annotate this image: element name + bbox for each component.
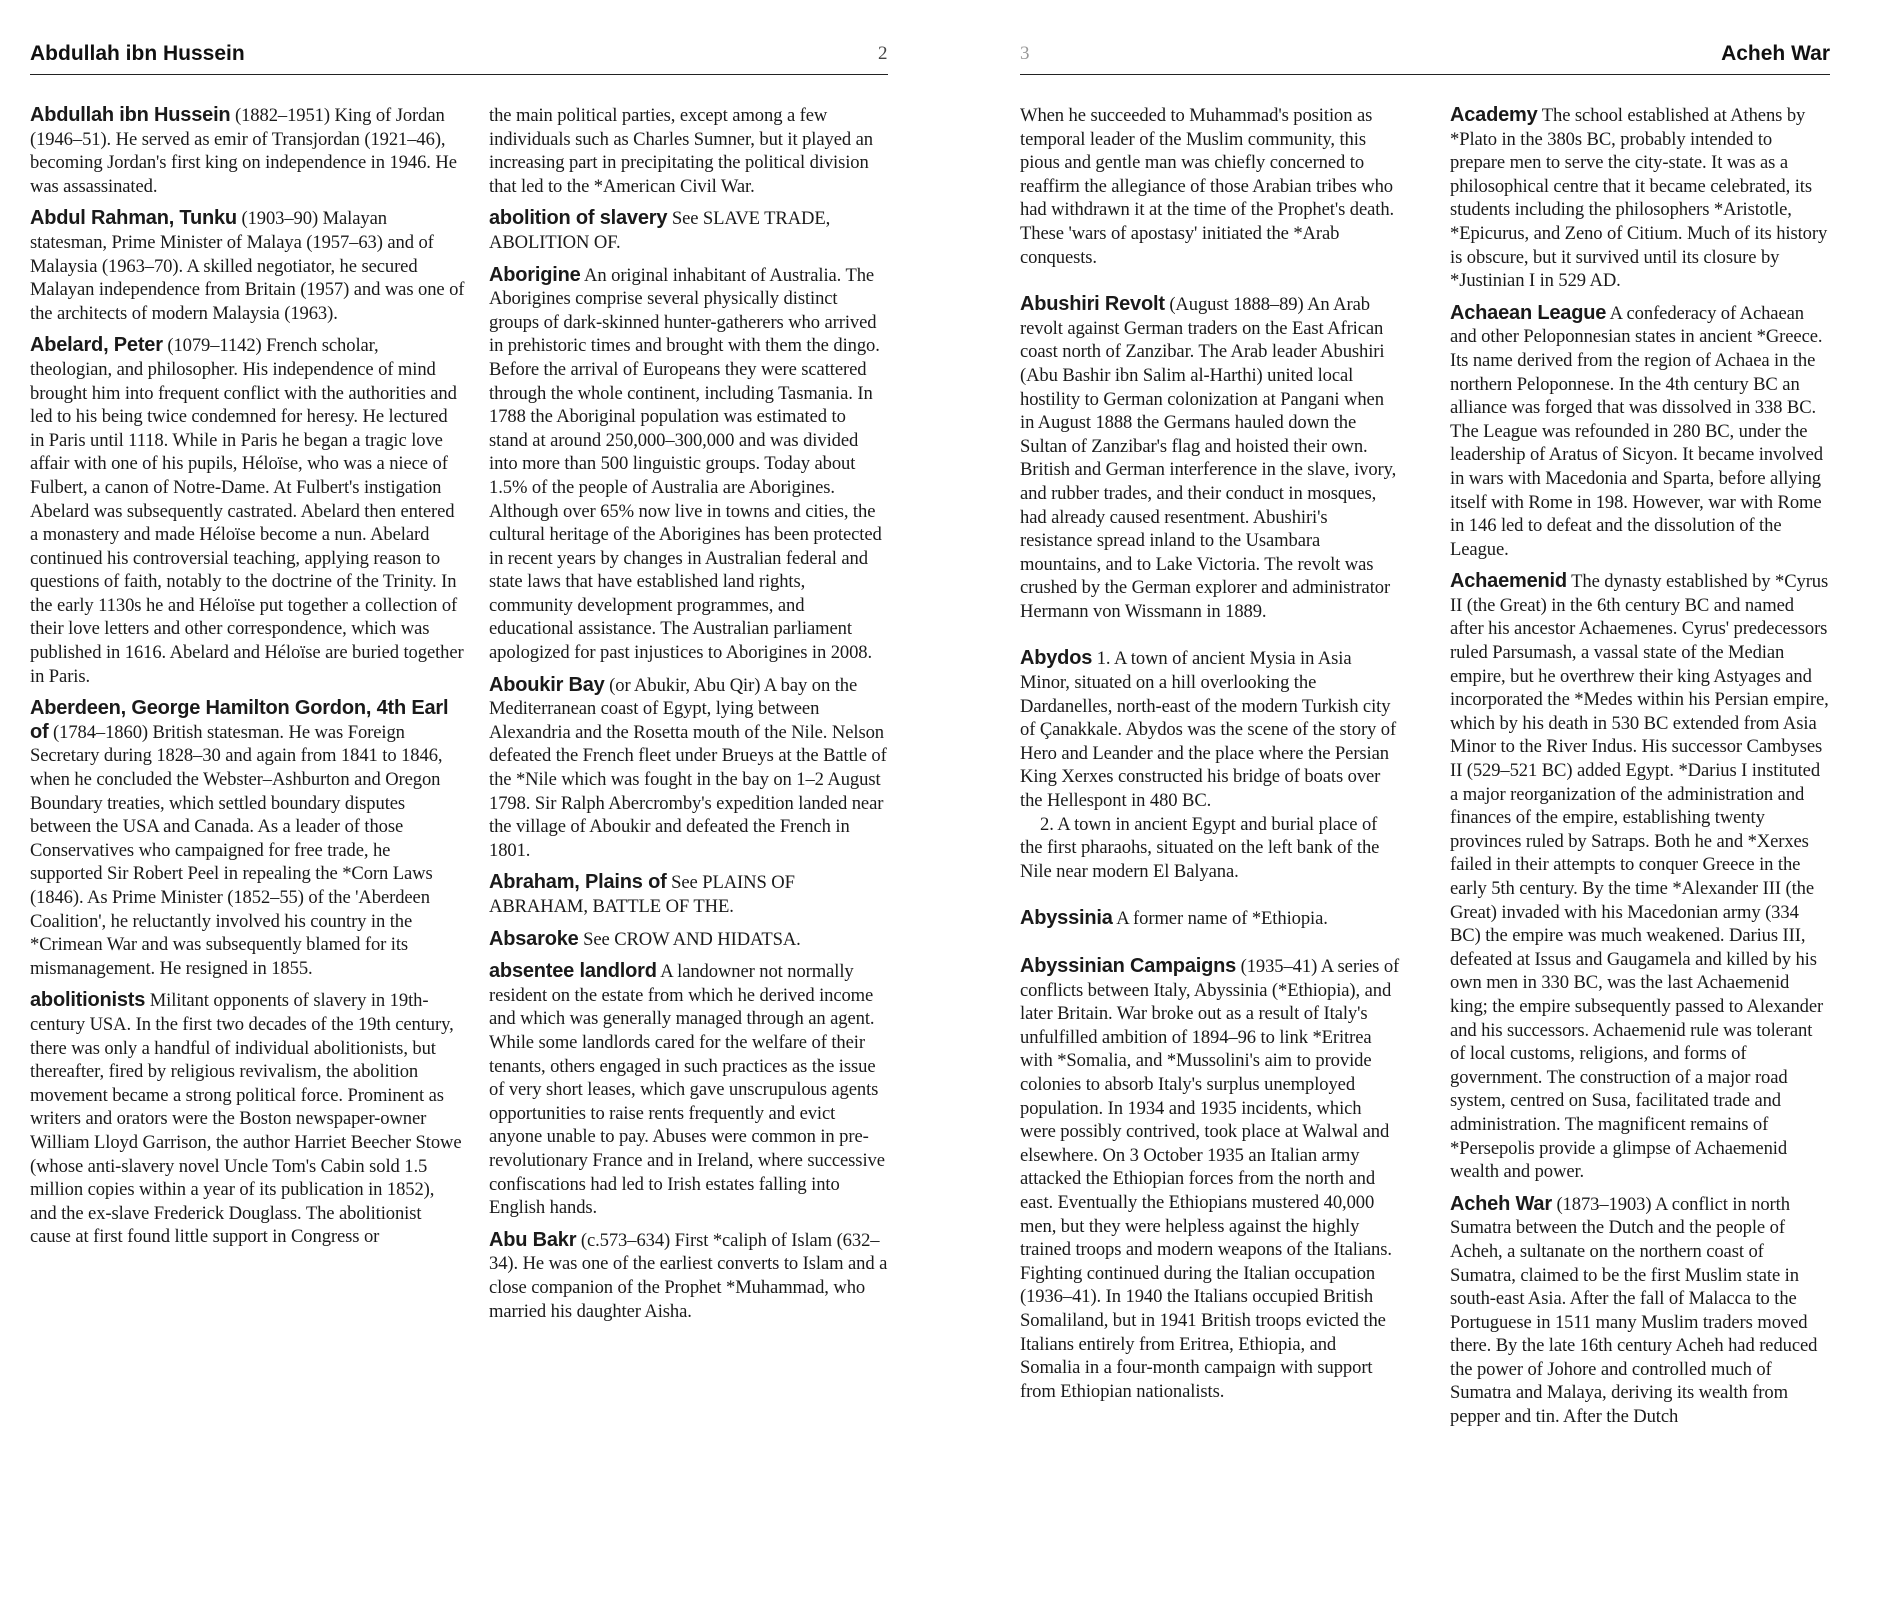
entry-headword: Abdul Rahman, Tunku (30, 207, 237, 230)
entry-body: (1079–1142) French scholar, theologian, and philosopher. His independence of mind brought him into frequent conflict with the authorities and led to his being twice condemned for heresy. He lectured in Paris until 1118. While in Paris he began a tragic love affair with one of his pupils, Héloïse, who was a niece of Fulbert, a canon of Notre-Dame. At Fulbert's instigation Abelard was subsequently castrated. Abelard then entered a monastery and made Héloïse become a nun. Abelard continued his controversial teaching, applying reason to questions of faith, notably to the doctrine of the Trinity. In the early 1130s he and Héloïse put together a collection of their love letters and other correspondence, which was published in 1616. Abelard and Héloïse are buried together in Paris. (30, 335, 464, 687)
entry-body: When he succeeded to Muhammad's position as temporal leader of the Muslim community, this pious and gentle man was chiefly concerned to reaffirm the allegiance of those Arabian tribes who had withdrawn it at the time of the Prophet's death. These 'wars of apostasy' initiated the *Arab conquests. (1020, 105, 1395, 268)
entry (1450, 1193, 1830, 1429)
entry-body: The school established at Athens by *Plato in the 380s BC, probably intended to prepare men to serve the city-state. It was as a philosophical centre that it became celebrated, its students including the philosophers *Aristotle, *Epicurus, and Zeno of Citium. Much of its history is obscure, but it survived until its closure by *Justinian I in 529 AD. (1450, 105, 1828, 292)
entry-body: 1. A town of ancient Mysia in Asia Minor, situated on a hill overlooking the Dardanelles, north-east of the modern Turkish city of Çanakkale. Abydos was the scene of the story of Hero and Leander and the place where the Persian King Xerxes constructed his bridge of boats over the Hellespont in 480 BC. (1020, 648, 1397, 812)
entry (1450, 104, 1830, 293)
entry-body: (or Abukir, Abu Qir) A bay on the Mediterranean coast of Egypt, lying between Alexandria and the Rosetta mouth of the Nile. Nelson defeated the French fleet under Brueys at the Battle of the *Nile which was fought in the bay on 1–2 August 1798. Sir Ralph Abercromby's expedition landed near the village of Aboukir and defeated the French in 1801. (489, 674, 887, 861)
entry-continued (489, 104, 889, 198)
column-left (1020, 104, 1400, 1412)
entry-headword: Abydos (1020, 647, 1093, 670)
entry-body: See CROW AND HIDATSA. (578, 928, 801, 950)
entry-body: Militant opponents of slavery in 19th-century USA. In the first two decades of the 19th century, there was only a handful of individual abolitionists, but thereafter, fired by religious revivalism, the abolition movement became a strong political force. Prominent as writers and orators were the Boston newspaper-owner William Lloyd Garrison, the author Harriet Beecher Stowe (whose anti-slavery novel Uncle Tom's Cabin sold 1.5 million copies within a year of its publication in 1852), and the ex-slave Frederick Douglass. The abolitionist cause at first found little support in Congress or (30, 990, 462, 1248)
column-left (30, 104, 465, 1258)
entry-body: A former name of *Ethiopia. (1112, 908, 1328, 930)
page-number: 3 (1020, 43, 1030, 64)
entry-body: (1873–1903) A conflict in north Sumatra between the Dutch and the people of Acheh, a sultanate on the northern coast of Sumatra, claimed to be the first Muslim state in south-east Asia. After the fall of Malacca to the Portuguese in 1511 many Muslim traders moved there. By the late 16th century Acheh had reduced the power of Johore and controlled much of Sumatra and Malaya, deriving its wealth from pepper and tin. After the Dutch (1450, 1193, 1818, 1428)
left-page (0, 0, 946, 1608)
entry-body: (1935–41) A series of conflicts between Italy, Abyssinia (*Ethiopia), and later Britain. War broke out as a result of Italy's unfulfilled ambition of 1894–96 to link *Eritrea with *Somalia, and *Mussolini's aim to provide colonies to absorb Italy's surplus unemployed population. In 1934 and 1935 incidents, which were possibly contrived, took place at Walwal and elsewhere. On 3 October 1935 an Italian army attacked the Ethiopian forces from the north and east. Eventually the Ethiopians mustered 40,000 men, but they were helpless against the highly trained troops and modern weapons of the Italians. Fighting continued during the Italian occupation (1936–41). In 1940 the Italians occupied British Somaliland, but in 1941 British troops evicted the Italians entirely from Eritrea, Ethiopia, and Somalia in a four-month campaign with support from Ethiopian nationalists. (1020, 956, 1400, 1402)
entry-headword: abolitionists (30, 989, 146, 1012)
entry (30, 989, 465, 1249)
entry-body: An original inhabitant of Australia. The Aborigines comprise several physically distinct groups of dark-skinned hunter-gatherers who arrived in prehistoric times and brought with them the dingo. Before the arrival of Europeans they were scattered through the whole continent, including Tasmania. In 1788 the Aboriginal population was estimated to stand at around 250,000–300,000 and was divided into more than 500 linguistic groups. Today about 1.5% of the people of Australia are Aborigines. Although over 65% now live in towns and cities, the cultural heritage of the Aborigines has been protected in recent years by changes in Australian federal and state laws that have established land rights, community development programmes, and educational assistance. The Australian parliament apologized for past injustices to Aborigines in 2008. (489, 264, 882, 664)
entry-headword: Abyssinian Campaigns (1020, 955, 1237, 977)
entry-body: (c.573–634) First *caliph of Islam (632–34). He was one of the earliest converts to Islam and a close companion of the Prophet *Muhammad, who married his daughter Aisha. (489, 1229, 888, 1322)
entry (489, 871, 889, 918)
entry-headword: Achaemenid (1450, 570, 1567, 593)
entry (489, 1229, 889, 1323)
entry-headword: Abyssinia (1020, 907, 1113, 930)
entry-headword: Abu Bakr (489, 1228, 577, 1251)
entry-headword: Aberdeen, George Hamilton Gordon, 4th Earl of (30, 697, 449, 743)
right-page (946, 0, 1893, 1608)
entry-body: A landowner not normally resident on the estate from which he derived income and which was generally managed through an agent. While some landlords cared for the welfare of their tenants, others engaged in such practices as the issue of very short leases, which gave unscrupulous agents opportunities to raise rents frequently and evict anyone unable to pay. Abuses were common in pre-revolutionary France and in Ireland, where successive confiscations had led to Irish estates falling into English hands. (489, 961, 885, 1219)
column-right (489, 104, 889, 1332)
entry-headword: Aboukir Bay (489, 673, 605, 696)
entry (489, 928, 889, 952)
entry-sense (1020, 813, 1400, 884)
entry-body: (1784–1860) British statesman. He was Foreign Secretary during 1828–30 and again from 1841 to 1846, when he concluded the Webster–Ashburton and Oregon Boundary treaties, which settled boundary disputes between the USA and Canada. As a leader of those Conservatives who campaigned for free trade, he supported Sir Robert Peel in repealing the *Corn Laws (1846). As Prime Minister (1852–55) of the 'Aberdeen Coalition', he reluctantly involved his country in the *Crimean War and was subsequently blamed for its mismanagement. He resigned in 1855. (30, 721, 443, 979)
entry-headword: absentee landlord (489, 960, 657, 983)
entry (1450, 570, 1830, 1183)
entry-body: A confederacy of Achaean and other Peloponnesian states in ancient *Greece. Its name derived from the region of Achaea in the northern Peloponnese. In the 4th century BC an alliance was forged that was dissolved in 338 BC. The League was refounded in 280 BC, under the leadership of Aratus of Sicyon. It became involved in wars with Macedonia and Sparta, before allying itself with Rome in 198. However, war with Rome in 146 led to defeat and the dissolution of the League. (1450, 302, 1823, 560)
entry (1020, 293, 1400, 623)
entry (1020, 907, 1400, 931)
entry (30, 334, 465, 688)
entry (1020, 955, 1400, 1403)
entry-body: (1882–1951) King of Jordan (1946–51). He served as emir of Transjordan (1921–46), becoming Jordan's first king on independence in 1946. He was assassinated. (30, 105, 457, 197)
running-head-title: Abdullah ibn Hussein (30, 42, 245, 65)
entry (30, 104, 465, 198)
entry (489, 960, 889, 1220)
page-number: 2 (878, 43, 888, 64)
entry-headword: Academy (1450, 104, 1538, 126)
entry (489, 674, 889, 863)
entry (489, 264, 889, 665)
entry (30, 207, 465, 325)
entry-continued (1020, 104, 1400, 269)
entry-body: (August 1888–89) An Arab revolt against German traders on the East African coast north of Zanzibar. The Arab leader Abushiri (Abu Bashir ibn Salim al-Harthi) united local hostility to German colonization at Pangani when in August 1888 the Germans hauled down the Sultan of Zanzibar's flag and hoisted their own. British and German interference in the slave, ivory, and rubber trades, and their conduct in mosques, had already caused resentment. Abushiri's resistance spread inland to the Usambara mountains, and to Lake Victoria. The revolt was crushed by the German explorer and administrator Hermann von Wissmann in 1889. (1020, 294, 1397, 622)
entry-headword: Acheh War (1450, 1192, 1552, 1215)
entry-body: The dynasty established by *Cyrus II (the Great) in the 6th century BC and named after his ancestor Achaemenes. Cyrus' predecessors ruled Parsumash, a vassal state of the Median empire, but he overthrew their king Astyages and incorporated the *Medes within his Persian empire, which by his death in 530 BC extended from Asia Minor to the River Indus. His successor Cambyses II (529–521 BC) added Egypt. *Darius I instituted a major reorganization of the administration and finances of the empire, establishing twenty provinces ruled by Satraps. Both he and *Xerxes failed in their attempts to conquer Greece in the early 5th century. By the time *Alexander III (the Great) invaded with his Macedonian army (334 BC) the empire was much weakened. Darius III, defeated at Issus and Gaugamela and killed by his own men in 330 BC, was the last Achaemenid king; the empire subsequently passed to Alexander and his successors. Achaemenid rule was tolerant of local customs, religions, and forms of government. The construction of a major road system, centred on Susa, facilitated trade and administration. The magnificent remains of *Persepolis provide a glimpse of Achaemenid wealth and power. (1450, 571, 1829, 1183)
entry-body: (1903–90) Malayan statesman, Prime Minister of Malaya (1957–63) and of Malaysia (1963–70). A skilled negotiator, he secured Malayan independence from Britain (1957) and was one of the architects of modern Malaysia (1963). (30, 208, 465, 324)
entry-body: 2. A town in ancient Egypt and burial place of the first pharaohs, situated on the left bank of the Nile near modern El Balyana. (1020, 813, 1380, 882)
entry-headword: Abushiri Revolt (1020, 293, 1165, 316)
entry (30, 697, 465, 980)
entry-headword: Aborigine (489, 263, 581, 286)
entry (1020, 647, 1400, 812)
entry-body: See SLAVE TRADE, ABOLITION OF. (489, 208, 831, 253)
entry-headword: Abelard, Peter (30, 334, 163, 357)
entry-headword: abolition of slavery (489, 207, 668, 230)
running-head (1020, 40, 1830, 75)
entry-headword: Abdullah ibn Hussein (30, 104, 231, 126)
column-right (1450, 104, 1830, 1438)
entry (1450, 302, 1830, 562)
entry-headword: Achaean League (1450, 301, 1607, 324)
entry-headword: Abraham, Plains of (489, 871, 667, 894)
entry (489, 207, 889, 254)
entry-headword: Absaroke (489, 927, 579, 950)
running-head-title: Acheh War (1721, 42, 1830, 65)
entry-body: See PLAINS OF ABRAHAM, BATTLE OF THE. (489, 872, 795, 917)
running-head (30, 40, 888, 75)
entry-body: the main political parties, except among a few individuals such as Charles Sumner, but it played an increasing part in precipitating the political division that led to the *American Civil War. (489, 105, 873, 197)
